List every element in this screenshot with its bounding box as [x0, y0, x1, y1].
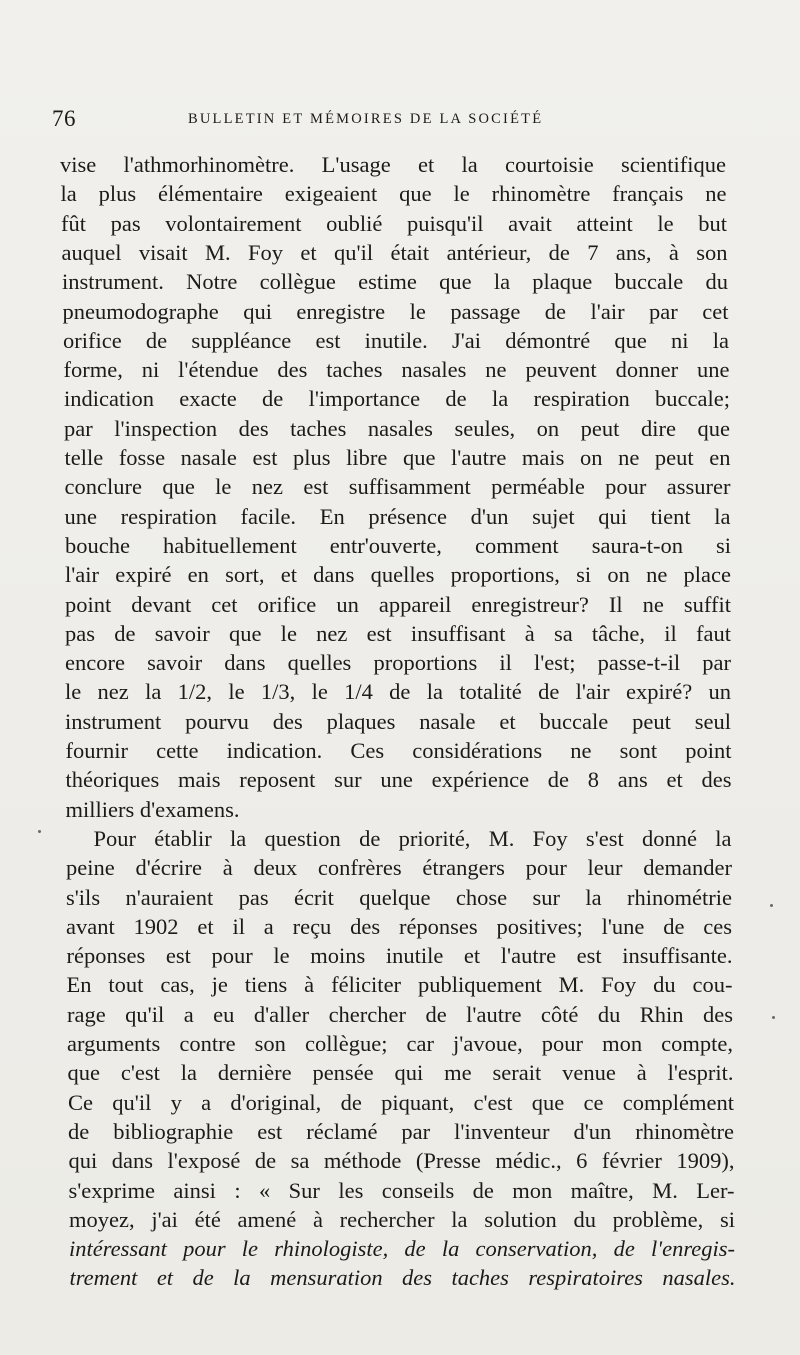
- text-line: bouche habituellement entr'ouverte, comment saura-t-on si: [65, 532, 731, 558]
- text-line: la plus élémentaire exigeaient que le rhinomètre français ne: [60, 181, 727, 207]
- paper-speck: [772, 1016, 775, 1019]
- text-line: instrument pourvu des plaques nasale et buccale peut seul: [65, 708, 731, 734]
- text-line: peine d'écrire à deux confrères étrangers pour leur demander: [66, 855, 732, 881]
- text-line: qui dans l'exposé de sa méthode (Presse médic., 6 février 1909),: [68, 1148, 735, 1174]
- text-line: que c'est la dernière pensée qui me serait venue à l'esprit.: [67, 1060, 734, 1086]
- text-line: point devant cet orifice un appareil enregistreur? Il ne suffit: [65, 591, 731, 617]
- text-line: pas de savoir que le nez est insuffisant à sa tâche, il faut: [65, 620, 731, 646]
- text-line: fournir cette indication. Ces considérations ne sont point: [65, 738, 732, 763]
- text-line: moyez, j'ai été amené à rechercher la solution du problème, si: [69, 1206, 735, 1232]
- text-line: avant 1902 et il a reçu des réponses positives; l'une de ces: [66, 913, 732, 939]
- page-number: 76: [52, 106, 76, 131]
- text-line: indication exacte de l'importance de la respiration buccale;: [64, 386, 730, 412]
- text-line: telle fosse nasale est plus libre que l'autre mais on ne peut en: [64, 445, 731, 470]
- text-line: fût pas volontairement oublié puisqu'il avait atteint le but: [61, 210, 727, 236]
- text-line: s'exprime ainsi : « Sur les conseils de mon maître, M. Ler-: [68, 1177, 735, 1203]
- text-line: pneumodographe qui enregistre le passage de l'air par cet: [62, 298, 729, 324]
- text-line: Ce qu'il y a d'original, de piquant, c'est que ce complément: [68, 1089, 734, 1115]
- text-line: instrument. Notre collègue estime que la plaque buccale du: [62, 269, 728, 295]
- text-line: auquel visait M. Foy et qu'il était antérieur, de 7 ans, à son: [61, 239, 728, 265]
- text-line: orifice de suppléance est inutile. J'ai démontré que ni la: [63, 327, 729, 353]
- text-line: forme, ni l'étendue des taches nasales ne peuvent donner une: [63, 357, 730, 383]
- text-line: s'ils n'auraient pas écrit quelque chose sur la rhinométrie: [66, 884, 732, 910]
- text-line: par l'inspection des taches nasales seules, on peut dire que: [64, 415, 730, 441]
- text-line: de bibliographie est réclamé par l'inventeur d'un rhinomètre: [68, 1118, 734, 1144]
- text-line: conclure que le nez est suffisamment perméable pour assurer: [64, 474, 731, 500]
- text-line: Pour établir la question de priorité, M. Foy s'est donné la: [93, 825, 732, 851]
- text-line: milliers d'examens.: [65, 796, 240, 822]
- running-title: BULLETIN ET MÉMOIRES DE LA SOCIÉTÉ: [188, 111, 544, 127]
- text-line: une respiration facile. En présence d'un sujet qui tient la: [64, 503, 731, 529]
- text-line: encore savoir dans quelles proportions il l'est; passe-t-il par: [65, 650, 731, 676]
- text-line: rage qu'il a eu d'aller chercher de l'autre côté du Rhin des: [67, 1001, 733, 1027]
- text-line: intéressant pour le rhinologiste, de la conservation, de l'enregis-: [69, 1236, 735, 1262]
- text-line: réponses est pour le moins inutile et l'autre est insuffisante.: [66, 943, 733, 969]
- text-line: vise l'athmorhinomètre. L'usage et la courtoisie scientifique: [60, 152, 726, 177]
- page-header: [52, 106, 752, 136]
- text-line: trement et de la mensuration des taches respiratoires nasales.: [69, 1265, 736, 1291]
- text-line: l'air expiré en sort, et dans quelles proportions, si on ne place: [65, 562, 731, 588]
- text-line: arguments contre son collègue; car j'avoue, pour mon compte,: [67, 1031, 733, 1056]
- text-line: théoriques mais reposent sur une expérience de 8 ans et des: [65, 767, 732, 793]
- text-line: En tout cas, je tiens à féliciter publiquement M. Foy du cou-: [66, 972, 733, 998]
- paper-speck: [38, 830, 41, 833]
- text-line: le nez la 1/2, le 1/3, le 1/4 de la totalité de l'air expiré? un: [65, 679, 731, 705]
- paper-speck: [770, 904, 773, 907]
